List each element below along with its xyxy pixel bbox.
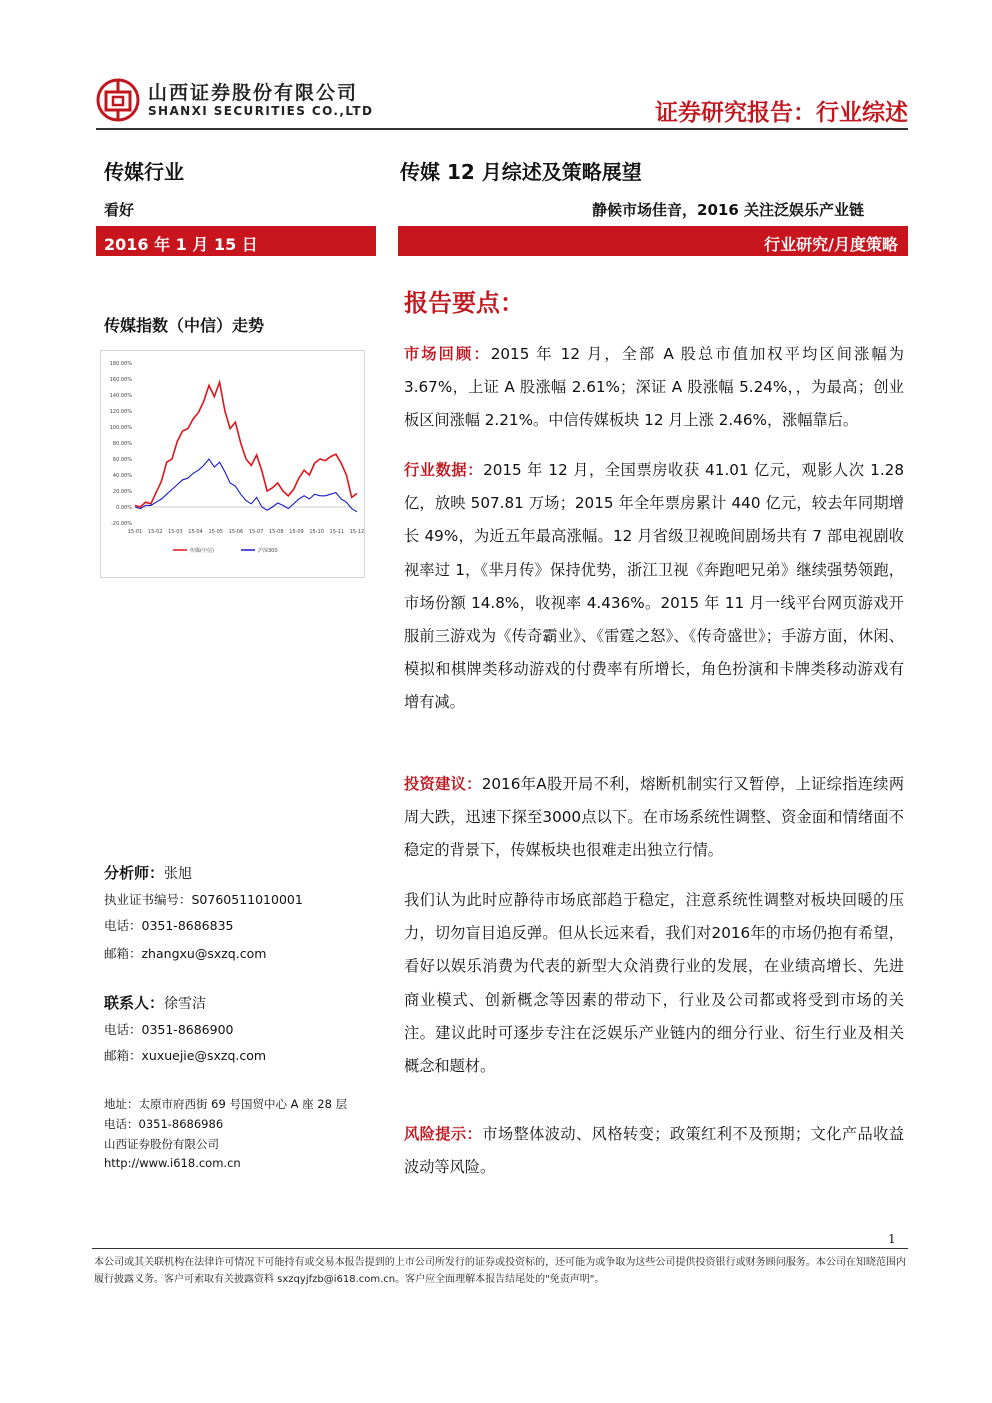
section-text: 2015 年 12 月，全国票房收获 41.01 亿元，观影人次 1.28 亿，放映 507.81 万场；2015 年全年票房累计 440 亿元，较去年同期增长 49%，为近五年最高涨幅。12 月省级卫视晚间剧场共有 7 部电视剧收视率过 1，《芈月传》保持优势，浙江卫视《奔跑吧兄弟》继续强势领跑，市场份额 14.8%，收视率 4.436%。2015 年 11 月一线平台网页游戏开服前三游戏为《传奇霸业》、《雷霆之怒》、《传奇盛世》；手游方面，休闲、模拟和棋牌类移动游戏的付费率有所增长，角色扮演和卡牌类移动游戏有增有减。 xyxy=(404,461,904,712)
company-phone: 电话：0351-8686986 xyxy=(104,1117,224,1131)
y-tick-label: 140.00% xyxy=(109,393,132,399)
company-name-en: SHANXI SECURITIES CO.,LTD xyxy=(148,104,374,118)
section-text: 我们认为此时应静待市场底部趋于稳定，注意系统性调整对板块回暖的压力，切勿盲目追反弹。但从长远来看，我们对2016年的市场仍抱有希望，看好以娱乐消费为代表的新型大众消费行业的发展，在业绩高增长、先进商业模式、创新概念等因素的带动下，行业及公司都或将受到市场的关注。建议此时可逐步专注在泛娱乐产业链内的细分行业、衍生行业及相关概念和题材。 xyxy=(404,891,904,1076)
company-logo-icon xyxy=(96,78,140,122)
footer-divider xyxy=(92,1248,908,1249)
y-tick-label: 100.00% xyxy=(109,425,132,431)
cert-number: 执业证书编号：S0760511010001 xyxy=(104,892,303,907)
x-tick-label: 15-04 xyxy=(188,529,203,535)
index-chart-svg xyxy=(101,351,364,577)
report-title: 传媒 12 月综述及策略展望 xyxy=(400,160,642,184)
y-tick-label: -20.00% xyxy=(111,521,132,527)
section-label: 风险提示： xyxy=(404,1125,483,1143)
x-tick-label: 15-11 xyxy=(329,529,345,535)
report-type: 证券研究报告：行业综述 xyxy=(655,100,908,126)
header-divider xyxy=(96,128,908,130)
chart-title: 传媒指数（中信）走势 xyxy=(104,316,265,335)
series-line-0 xyxy=(135,382,357,507)
series-line-1 xyxy=(135,459,357,512)
y-tick-label: 80.00% xyxy=(112,441,132,447)
page-number: 1 xyxy=(888,1232,896,1246)
report-subtitle: 静候市场佳音，2016 关注泛娱乐产业链 xyxy=(592,201,864,219)
section-industry-data xyxy=(404,454,904,720)
section-market-review xyxy=(404,338,904,438)
section-investment-advice xyxy=(404,768,904,868)
analyst-email[interactable]: 邮箱：zhangxu@sxzq.com xyxy=(104,946,267,961)
section-risk xyxy=(404,1118,904,1184)
company-name-footer: 山西证券股份有限公司 xyxy=(104,1137,219,1151)
sector-name: 传媒行业 xyxy=(104,160,184,184)
disclaimer: 本公司或其关联机构在法律许可情况下可能持有或交易本报告提到的上市公司所发行的证券或投资标的，还可能为或争取为这些公司提供投资银行或财务顾问服务。本公司在知晓范围内履行披露义务。客户可索取有关披露资料 sxzqyjfzb@i618.com.cn。客户应全面理解本报告结尾处的"免责声明"。 xyxy=(94,1257,906,1285)
company-name-cn: 山西证券股份有限公司 xyxy=(148,82,359,104)
contact-line xyxy=(104,992,206,1013)
analyst-line xyxy=(104,862,192,883)
analyst-name: 张旭 xyxy=(164,866,193,882)
rating: 看好 xyxy=(104,201,135,219)
contact-phone: 电话：0351-8686900 xyxy=(104,1022,234,1037)
y-tick-label: 120.00% xyxy=(109,409,132,415)
category-bar xyxy=(398,226,908,256)
x-tick-label: 15-12 xyxy=(349,529,364,535)
x-tick-label: 15-10 xyxy=(309,529,324,535)
y-tick-label: 0.00% xyxy=(116,505,132,511)
x-tick-label: 15-03 xyxy=(168,529,183,535)
y-tick-label: 40.00% xyxy=(112,473,132,479)
x-tick-label: 15-01 xyxy=(127,529,143,535)
keypoints-title: 报告要点： xyxy=(404,289,524,317)
analyst-label: 分析师： xyxy=(104,864,165,882)
page-header xyxy=(96,72,908,128)
report-category: 行业研究/月度策略 xyxy=(764,235,898,254)
section-label: 投资建议： xyxy=(404,775,482,793)
company-website[interactable]: http://www.i618.com.cn xyxy=(104,1156,241,1170)
x-tick-label: 15-05 xyxy=(208,529,223,535)
legend-label: 沪深300 xyxy=(258,548,278,554)
section-text: 市场整体波动、风格转变；政策红利不及预期；文化产品收益波动等风险。 xyxy=(404,1125,905,1177)
y-tick-label: 20.00% xyxy=(112,489,132,495)
contact-name: 徐雪洁 xyxy=(164,996,207,1012)
y-tick-label: 160.00% xyxy=(109,377,132,383)
x-tick-label: 15-09 xyxy=(289,529,304,535)
index-chart xyxy=(100,350,365,578)
section-investment-advice-cont xyxy=(404,884,904,1083)
section-text: 2015 年 12 月，全部 A 股总市值加权平均区间涨幅为 3.67%，上证 A 股涨幅 2.61%；深证 A 股涨幅 5.24%，，为最高；创业板区间涨幅 2.21%。中信传媒板块 12 月上涨 2.46%，涨幅靠后。 xyxy=(404,345,904,430)
x-tick-label: 15-08 xyxy=(269,529,284,535)
x-tick-label: 15-02 xyxy=(147,529,163,535)
x-tick-label: 15-07 xyxy=(248,529,264,535)
section-text: 2016年A股开局不利，熔断机制实行又暂停，上证综指连续两周大跌，迅速下探至3000点以下。在市场系统性调整、资金面和情绪面不稳定的背景下，传媒板块也很难走出独立行情。 xyxy=(404,775,905,860)
company-address: 地址：太原市府西街 69 号国贸中心 A 座 28 层 xyxy=(104,1097,348,1111)
section-label: 市场回顾： xyxy=(404,345,491,363)
contact-email[interactable]: 邮箱：xuxuejie@sxzq.com xyxy=(104,1048,267,1063)
legend-label: 传媒(中信) xyxy=(190,548,214,554)
report-date: 2016 年 1 月 15 日 xyxy=(104,235,258,254)
x-tick-label: 15-06 xyxy=(228,529,244,535)
date-bar xyxy=(96,226,376,256)
contact-label: 联系人： xyxy=(104,994,165,1012)
y-tick-label: 180.00% xyxy=(109,361,132,367)
section-label: 行业数据： xyxy=(404,461,484,479)
analyst-phone: 电话：0351-8686835 xyxy=(104,918,234,933)
y-tick-label: 60.00% xyxy=(112,457,132,463)
